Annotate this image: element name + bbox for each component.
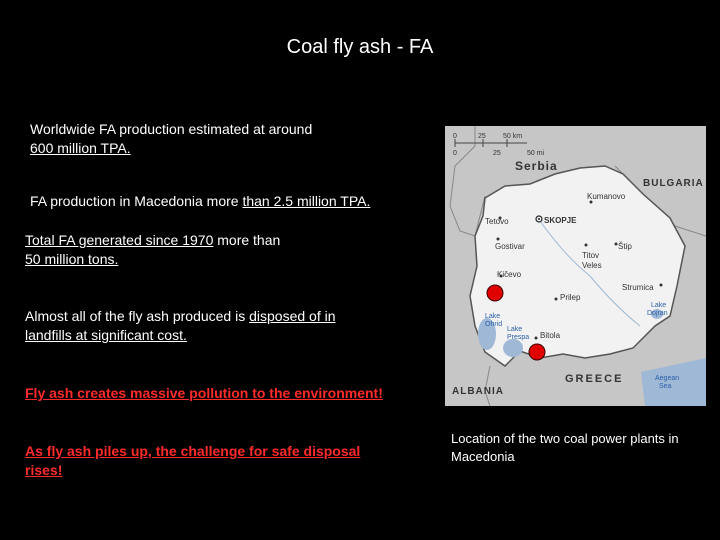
lake-label-dojran: Lake bbox=[651, 302, 667, 309]
country-label-serbia: Serbia bbox=[515, 159, 558, 173]
bullet-text: than 2.5 million TPA. bbox=[242, 193, 371, 209]
power-plant-marker-bitola bbox=[529, 344, 545, 360]
lake-label-dojran: Dojran bbox=[647, 310, 668, 317]
lake-label-prespa: Lake bbox=[507, 326, 523, 333]
lake-prespa bbox=[503, 339, 523, 357]
lake-label-ohrid: Ohrid bbox=[485, 321, 503, 328]
sea-label-aegean: Aegean bbox=[655, 375, 680, 382]
scale-label: 50 mi bbox=[527, 150, 545, 157]
bullet-text: 50 million tons. bbox=[25, 251, 119, 267]
city-label-bitola: Bitola bbox=[540, 331, 561, 340]
scale-label: 25 bbox=[493, 150, 501, 157]
macedonia-map bbox=[445, 126, 706, 406]
capital-icon-center bbox=[538, 218, 540, 220]
city-label-skopje: SKOPJE bbox=[544, 216, 577, 225]
slide-title: Coal fly ash - FA bbox=[286, 36, 434, 58]
scale-label: 0 bbox=[453, 133, 457, 140]
bullet-text: Worldwide FA production estimated at around bbox=[30, 121, 313, 137]
city-label-kumanovo: Kumanovo bbox=[587, 192, 626, 201]
bullet-text: more than bbox=[213, 232, 281, 248]
bullet-text: rises! bbox=[25, 462, 63, 478]
city-label-titov: Titov bbox=[582, 251, 600, 260]
city-dot-gostivar bbox=[497, 238, 500, 241]
bullet-text: disposed of in bbox=[249, 308, 336, 324]
city-label-stip: Štip bbox=[618, 242, 632, 251]
scale-label: 0 bbox=[453, 150, 457, 157]
city-dot-prilep bbox=[555, 298, 558, 301]
bullet-text: 600 million TPA. bbox=[30, 140, 131, 156]
caption-text: Macedonia bbox=[451, 449, 515, 464]
lake-label-prespa: Prespa bbox=[507, 334, 530, 341]
bullet-total-generated bbox=[25, 231, 280, 269]
power-plant-marker-oslomej bbox=[487, 285, 503, 301]
scale-label: 50 km bbox=[503, 133, 523, 140]
city-label-tetovo: Tetovo bbox=[485, 217, 509, 226]
map-caption bbox=[451, 430, 711, 466]
bullet-disposal bbox=[25, 307, 336, 345]
bullet-text: Total FA generated since 1970 bbox=[25, 232, 214, 248]
lake-label-ohrid: Lake bbox=[485, 313, 501, 320]
bullet-text: As fly ash piles up, the challenge for safe disposal bbox=[25, 443, 361, 459]
scale-label: 25 bbox=[478, 133, 486, 140]
bullet-text: FA production in Macedonia more bbox=[30, 193, 243, 209]
sea-label-aegean: Sea bbox=[659, 383, 672, 390]
city-dot-titov-veles bbox=[585, 244, 588, 247]
bullet-pollution-warning: Fly ash creates massive pollution to the environment! bbox=[25, 385, 383, 401]
bullet-worldwide-production bbox=[30, 120, 312, 158]
city-label-kicevo: Kičevo bbox=[497, 270, 522, 279]
city-dot-bitola bbox=[535, 337, 538, 340]
city-label-strumica: Strumica bbox=[622, 283, 654, 292]
caption-text: Location of the two coal power plants in bbox=[451, 431, 679, 446]
bullet-macedonia-production bbox=[30, 192, 370, 211]
city-label-prilep: Prilep bbox=[560, 293, 581, 302]
bullet-disposal-challenge bbox=[25, 442, 360, 480]
city-label-veles: Veles bbox=[582, 261, 602, 270]
country-label-bulgaria: BULGARIA bbox=[643, 178, 704, 189]
country-label-greece: GREECE bbox=[565, 373, 624, 385]
bullet-text: Almost all of the fly ash produced is bbox=[25, 308, 250, 324]
bullet-text: landfills at significant cost. bbox=[25, 327, 187, 343]
country-label-albania: ALBANIA bbox=[452, 386, 504, 397]
city-label-gostivar: Gostivar bbox=[495, 242, 525, 251]
city-dot-strumica bbox=[660, 284, 663, 287]
map-graphic bbox=[445, 126, 706, 406]
